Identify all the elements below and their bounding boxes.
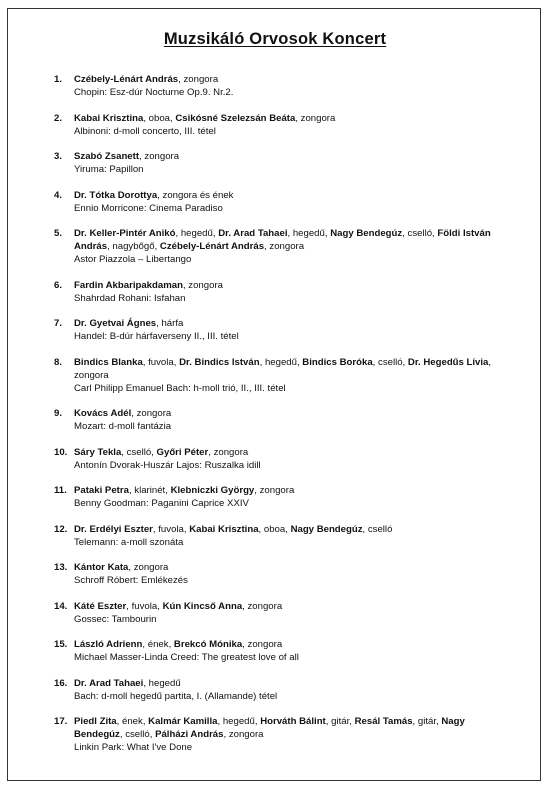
item-number: 12. (54, 523, 68, 535)
performers-line: Bindics Blanka, fuvola, Dr. Bindics István, hegedű, Bindics Boróka, cselló, Dr. Hegedűs Lívia, zongora (74, 356, 492, 381)
performer-name: Káté Eszter (74, 600, 127, 612)
piece-title: Bach: d-moll hegedű partita, I. (Allamande) tétel (74, 690, 278, 702)
program-item (54, 112, 512, 138)
item-number: 13. (54, 562, 68, 573)
performer-instrument: klarinét (134, 485, 166, 496)
performer-instrument: zongora (183, 74, 219, 85)
performers-line: Káté Eszter, fuvola, Kún Kincső Anna, zongora (74, 600, 283, 612)
piece-title: Mozart: d-moll fantázia (74, 421, 172, 432)
performer-name: Dr. Keller-Pintér Anikó (74, 228, 176, 239)
page-title (0, 30, 550, 49)
performer-name: Kún Kincső Anna (162, 600, 243, 612)
program-item (54, 317, 512, 343)
performer-instrument: hárfa (161, 318, 184, 329)
performer-name: Sáry Tekla (74, 446, 122, 458)
performers-line: Czébely-Lénárt András, zongora (74, 74, 219, 85)
performer-name: Nagy Bendegúz (330, 228, 403, 239)
performers-line: Fardin Akbaripakdaman, zongora (74, 279, 223, 291)
performer-instrument: ének (122, 716, 143, 727)
program-item (54, 600, 512, 626)
item-number: 16. (54, 677, 68, 689)
item-number: 6. (54, 279, 63, 291)
performer-instrument: hegedű (292, 228, 325, 239)
performers-line: Kántor Kata, zongora (74, 562, 169, 573)
piece-title: Carl Philipp Emanuel Bach: h-moll trió, II., III. tétel (74, 382, 286, 394)
performer-name: Dr. Bindics István (179, 356, 260, 368)
performer-name: Bindics Boróka (302, 356, 373, 368)
performer-name: Kabai Krisztina (74, 112, 144, 124)
performer-instrument: zongora (247, 600, 283, 612)
performer-instrument: ének (147, 639, 169, 650)
piece-title: Chopin: Esz-dúr Nocturne Op.9. Nr.2. (74, 87, 234, 98)
piece-title: Linkin Park: What I've Done (74, 742, 193, 753)
program-list (54, 73, 512, 767)
performer-instrument: cselló (367, 523, 393, 535)
performer-instrument: hegedű (180, 228, 213, 239)
performer-name: Kovács Adél (74, 408, 132, 419)
performer-name: Dr. Arad Tahaei (74, 677, 144, 689)
performer-instrument: zongora (300, 112, 336, 124)
performer-instrument: oboa (263, 523, 286, 535)
performer-name: Csikósné Szelezsán Beáta (175, 112, 296, 124)
performer-instrument: zongora (144, 151, 180, 162)
item-number: 9. (54, 408, 63, 419)
piece-title: Schroff Róbert: Emlékezés (74, 575, 188, 586)
item-number: 14. (54, 600, 68, 612)
performers-line: Piedl Zita, ének, Kalmár Kamilla, hegedű, Horváth Bálint, gitár, Resál Tamás, gitár, Nagy Bendegúz, cselló, Pálházi András, zongora (74, 716, 465, 740)
page-title-text: Muzsikáló Orvosok Koncert (163, 30, 387, 48)
program-item (54, 523, 512, 549)
performer-name: Pataki Petra (74, 485, 129, 496)
piece-title: Gossec: Tambourin (74, 613, 157, 625)
performers-line: László Adrienn, ének, Brekcó Mónika, zongora (74, 639, 283, 650)
item-number: 11. (54, 485, 67, 496)
program-item (54, 227, 512, 266)
performer-instrument: hegedű (264, 356, 297, 368)
performer-instrument: zongora (188, 279, 223, 291)
piece-title: Astor Piazzola – Libertango (74, 254, 192, 265)
performer-name: Bindics Blanka (74, 356, 143, 368)
performer-name: Czébely-Lénárt András (74, 74, 179, 85)
performer-instrument: zongora (136, 408, 172, 419)
performer-name: Kalmár Kamilla (148, 716, 218, 727)
performer-instrument: gitár (417, 716, 437, 727)
performers-line: Pataki Petra, klarinét, Klebniczki György, zongora (74, 485, 295, 496)
performer-name: László Adrienn (74, 639, 143, 650)
performer-name: Kabai Krisztina (189, 523, 259, 535)
performer-name: Dr. Tótka Dorottya (74, 189, 158, 201)
program-item (54, 356, 512, 395)
performer-instrument: zongora (74, 369, 109, 381)
performers-line: Kovács Adél, zongora (74, 408, 172, 419)
performer-name: Resál Tamás (354, 716, 413, 727)
performer-instrument: hegedű (222, 716, 255, 727)
item-number: 17. (54, 716, 68, 727)
piece-title: Shahrdad Rohani: Isfahan (74, 292, 186, 304)
performer-name: Dr. Gyetvai Ágnes (74, 318, 157, 329)
program-item (54, 189, 512, 215)
piece-title: Michael Masser-Linda Creed: The greatest love of all (74, 652, 299, 663)
performer-name: Szabó Zsanett (74, 151, 140, 162)
program-item (54, 638, 512, 664)
performer-name: Klebniczki György (170, 485, 255, 496)
performer-name: Kántor Kata (74, 562, 129, 573)
performer-instrument: zongora (269, 241, 305, 252)
performer-name: Horváth Bálint (260, 716, 326, 727)
performer-name: Dr. Arad Tahaei (218, 228, 288, 239)
item-number: 10. (54, 446, 68, 458)
program-item (54, 407, 512, 433)
performer-instrument: zongora (247, 639, 283, 650)
performer-instrument: gitár (331, 716, 350, 727)
performer-instrument: fuvola (131, 600, 158, 612)
item-number: 7. (54, 318, 63, 329)
performer-instrument: zongora (133, 562, 169, 573)
performers-line: Kabai Krisztina, oboa, Csikósné Szelezsán Beáta, zongora (74, 112, 336, 124)
program-item (54, 446, 512, 472)
performer-name: Dr. Hegedűs Lívia (407, 356, 489, 368)
performer-name: Czébely-Lénárt András (159, 241, 265, 252)
performer-name: Pálházi András (155, 729, 224, 740)
piece-title: Ennio Morricone: Cinema Paradiso (74, 202, 223, 214)
performer-instrument: nagybőgő (112, 241, 155, 252)
performer-instrument: hegedű (148, 677, 181, 689)
performer-name: Nagy Bendegúz (74, 716, 465, 740)
item-number: 3. (54, 151, 63, 162)
performer-name: Piedl Zita (74, 716, 117, 727)
performer-instrument: fuvola (148, 356, 174, 368)
performer-name: Nagy Bendegúz (290, 523, 363, 535)
performer-instrument: zongora (228, 729, 264, 740)
performers-line: Dr. Erdélyi Eszter, fuvola, Kabai Krisztina, oboa, Nagy Bendegúz, cselló (74, 523, 393, 535)
item-number: 4. (54, 189, 63, 201)
performer-instrument: cselló (125, 729, 150, 740)
piece-title: Benny Goodman: Paganini Caprice XXIV (74, 498, 249, 509)
program-item (54, 561, 512, 587)
program-item (54, 484, 512, 510)
performer-instrument: cselló (378, 356, 403, 368)
piece-title: Handel: B-dúr hárfaverseny II., III. tétel (74, 331, 239, 342)
performer-name: Dr. Erdélyi Eszter (74, 523, 153, 535)
item-number: 15. (54, 639, 68, 650)
performer-instrument: zongora (213, 446, 249, 458)
item-number: 5. (54, 228, 63, 239)
item-number: 8. (54, 356, 63, 368)
piece-title: Albinoni: d-moll concerto, III. tétel (74, 125, 216, 137)
item-number: 2. (54, 112, 63, 124)
performers-line: Szabó Zsanett, zongora (74, 151, 180, 162)
performer-name: Fardin Akbaripakdaman (74, 279, 183, 291)
program-item (54, 677, 512, 703)
program-item (54, 279, 512, 305)
performer-instrument: cselló (126, 446, 152, 458)
performer-instrument: zongora (259, 485, 295, 496)
performers-line: Sáry Tekla, cselló, Győri Péter, zongora (74, 446, 249, 458)
performer-instrument: oboa (148, 112, 170, 124)
performers-line: Dr. Keller-Pintér Anikó, hegedű, Dr. Arad Tahaei, hegedű, Nagy Bendegúz, cselló, Földi István András, nagybőgő, Czébely-Lénárt András, zongora (74, 228, 491, 252)
item-number: 1. (54, 74, 63, 85)
performer-instrument: fuvola (158, 523, 184, 535)
performer-name: Brekcó Mónika (173, 639, 243, 650)
program-item (54, 73, 512, 99)
performer-instrument: zongora és ének (162, 189, 234, 201)
performer-name: Győri Péter (156, 446, 209, 458)
performer-name: Földi István András (74, 228, 491, 252)
program-item (54, 150, 512, 176)
performers-line: Dr. Gyetvai Ágnes, hárfa (74, 318, 184, 329)
performer-instrument: cselló (407, 228, 433, 239)
performers-line: Dr. Tótka Dorottya, zongora és ének (74, 189, 234, 201)
piece-title: Telemann: a-moll szonáta (74, 536, 184, 548)
performers-line: Dr. Arad Tahaei, hegedű (74, 677, 181, 689)
program-item (54, 715, 512, 754)
piece-title: Antonín Dvorak-Huszár Lajos: Ruszalka idill (74, 459, 261, 471)
piece-title: Yiruma: Papillon (74, 164, 144, 175)
